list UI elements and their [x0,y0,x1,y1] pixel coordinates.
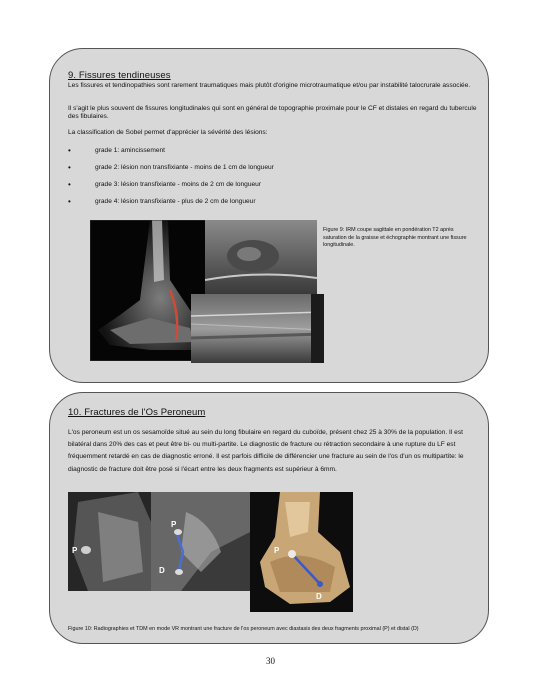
section-panel-os-peroneum [49,392,489,644]
label-proximal: P [274,546,280,555]
paragraph: Il s'agit le plus souvent de fissures longitudinales qui sont en général de topographie proximale pour le CF et distales en regard du tubercule des fibulaires. [68,105,477,121]
grade-list [68,147,274,215]
radiograph-image [68,492,151,591]
figure-caption: Figure 9: IRM coupe sagittale en pondération T2 après saturation de la graisse et échographie montrant une fissure longitudinale. [323,227,467,249]
paragraph: L'os peroneum est un os sesamoïde situé au sein du long fibulaire en regard du cuboïde, présent chez 25 à 30% de la population. Il est bilatéral dans 20% des cas et peut être bi- ou multi-partite. Le diagnostic de fracture ou rétraction secondaire à une rupture du LF est fréquemment retardé en cas de diagnostic erroné. Il est parfois difficile de différencier une fracture au sein de l'os d'un os multipartite: le diagnostic de fracture doit être posé si l'écart entre les deux fragments est supérieur à 6mm. [68,429,464,473]
grade-item: • grade 1: amincissement [68,147,274,164]
section-title: 10. Fractures de l'Os Peroneum [68,407,206,418]
ct-vr-image [250,492,353,612]
figure-caption: Figure 10: Radiographies et TDM en mode VR montrant une fracture de l'os peroneum avec diastasis des deux fragments proximal (P) et distal (D) [68,626,419,632]
section-panel-fissures [49,48,489,383]
label-proximal: P [72,546,78,555]
paragraph: La classification de Sobel permet d'apprécier la sévérité des lésions: [68,129,268,136]
mri-image [90,220,206,361]
grade-item: • grade 4: lésion transfixiante - plus de 2 cm de longueur [68,198,274,215]
label-distal: D [159,566,165,575]
label-proximal: P [171,520,177,529]
ultrasound-image [191,294,324,363]
grade-item: • grade 3: lésion transfixiante - moins de 2 cm de longueur [68,181,274,198]
page-number: 30 [266,656,275,666]
ultrasound-image [205,220,317,294]
radiograph-image [151,492,250,591]
label-distal: D [316,592,322,601]
paragraph: Les fissures et tendinopathies sont rarement traumatiques mais plutôt d'origine microtraumatique et/ou par instabilité talocrurale associée. [68,82,471,89]
section-title: 9. Fissures tendineuses [68,70,171,81]
grade-item: • grade 2: lésion non transfixiante - moins de 1 cm de longueur [68,164,274,181]
